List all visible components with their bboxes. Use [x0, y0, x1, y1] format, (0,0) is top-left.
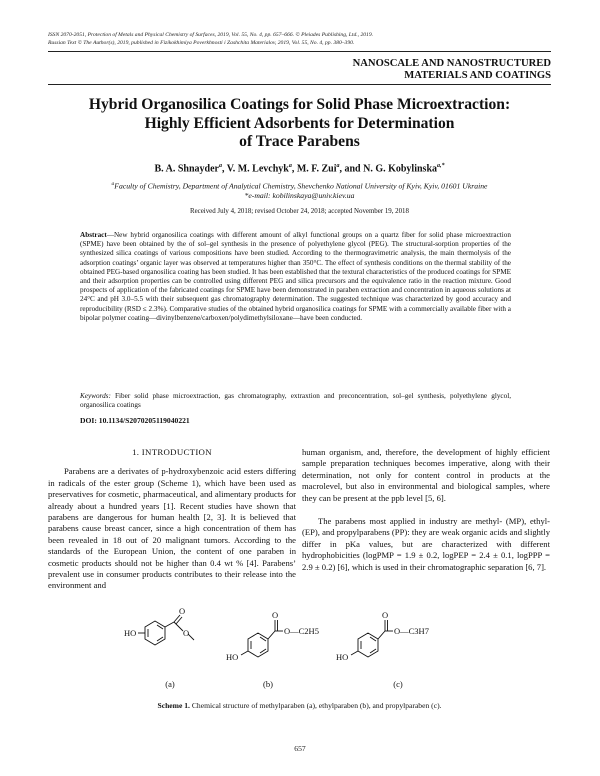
doi-value: 10.1134/S2070205119040221 [98, 416, 190, 425]
section-heading-line-1: NANOSCALE AND NANOSTRUCTURED [352, 58, 551, 69]
ester-label-b: O—C2H5 [284, 626, 319, 636]
keywords-text: Fiber solid phase microextraction, gas chromatography, extraxtion and preconcentration, sol–gel synthesis, polyethylene glycol, organosilica coatings [80, 392, 512, 410]
right-column [302, 447, 550, 573]
structure-ethylparaben [241, 620, 283, 657]
journal-header-line-1: ISSN 2070-2051, Protection of Metals and Physical Chemistry of Surfaces, 2019, Vol. 55, No. 4, pp. 657–666. © Pleiades Publishing, Ltd., 2019. [48, 32, 374, 38]
affiliation-text: Faculty of Chemistry, Department of Analytical Chemistry, Shevchenko National University of Kyiv, Kyiv, 01601 Ukraine [114, 181, 488, 191]
affiliation [48, 180, 551, 201]
title-line-1: Hybrid Organosilica Coatings for Solid Phase Microextraction: [88, 96, 511, 113]
section-heading [48, 58, 551, 81]
corresponding-email: *e-mail: kobilinskaya@univ.kiev.ua [244, 191, 355, 201]
left-column [48, 447, 296, 592]
title-line-3: of Trace Parabens [239, 133, 360, 150]
keywords-label: Keywords: [80, 392, 111, 400]
doi-label: DOI: [80, 416, 97, 425]
author-separator: , [291, 163, 297, 175]
section-rule [48, 84, 551, 85]
author-separator: , and [339, 163, 364, 175]
author: B. A. Shnayder [154, 163, 219, 175]
structure-propylparaben [351, 620, 393, 657]
doi [80, 416, 190, 425]
author-affiliation-mark: a [218, 163, 222, 169]
ester-label-c: O—C3H7 [394, 626, 429, 636]
carbonyl-o-label-a: O [179, 607, 186, 616]
section-heading-line-2: MATERIALS AND COATINGS [404, 69, 551, 81]
carbonyl-o-label-c: O [382, 610, 389, 620]
intro-paragraph-2: The parabens most applied in industry are methyl- (MP), ethyl- (EP), and propylparabens (PP): they are weak organic acids and slightly differ in pKa values, but are characterized with different hydrophobicities (logPMP = 1.9 ± 0.2, logPEP = 2.4 ± 0.1, logPPP = 2.9 ± 0.2) [6], which is used in their chromatographic separation [6, 7]. [302, 516, 550, 572]
hydroxyl-label-a: HO [124, 628, 137, 638]
abstract-text: —New hybrid organosilica coatings with different amount of alkyl functional groups on a quartz fiber for solid phase microextraction (SPME) have been obtained by the of sol–gel synthesis in the presence of polyethylene glycol (PEG). The structural-sorption properties of the synthesized silica coatings of various compositions have been studied. According to the thermogravimetric analysis, the main thermolysis of the adsorption coatings’ organic layer was observed at temperatures higher than 350°C. The effect of synthesis conditions on the thermal stability of the obtained PEG-based organosilica coating has been studied. It has been established that the textural characteristics of the produced coatings for SPME and their adsorption properties can be controlled using different PEG and silica precursors and the equivalence ratio in the reaction mixture. Good prospects of application of the fabricated coatings for SPME have been demonstrated in paraben extraction and concentration in aqueous solutions at 24°C and pH 3.0–5.5 with their subsequent gas chromatography determination. The suggested technique was characterized by good accuracy and reproducibility (RSD ≤ 2.3%). Comparative studies of the obtained hybrid organosilica coatings for SPME with a commercially available fiber with a bipolar polymer coating—divinylbenzene/carboxen/polydimethylsiloxane—have been conducted. [80, 231, 511, 322]
page-number: 657 [294, 744, 306, 753]
scheme-caption [48, 701, 551, 710]
scheme-label-c: (c) [393, 679, 403, 689]
scheme-caption-text: Chemical structure of methylparaben (a), ethylparaben (b), and propylparaben (c). [191, 701, 442, 710]
author-affiliation-mark: a [288, 163, 292, 169]
scheme-caption-label: Scheme 1. [157, 701, 190, 710]
author-affiliation-mark: a [336, 163, 340, 169]
scheme-label-a: (a) [165, 679, 175, 689]
scheme-1-structures [110, 607, 490, 692]
author: M. F. Zui [296, 163, 337, 175]
author: V. M. Levchyk [226, 163, 289, 175]
scheme-label-b: (b) [263, 679, 273, 689]
hydroxyl-label-b: HO [226, 652, 239, 662]
intro-paragraph-1: Parabens are a derivates of p-hydroxybenzoic acid esters differing in radicals of the ester group (Scheme 1), which have been used as preservatives for cosmetic, pharmaceutical, and alimentary products for already about a hundred years [1]. Recent studies have shown that parabens are dangerous for human health [2, 3]. It is believed that parabens cause breast cancer, since a high concentration of them has been revealed in 18 out of 20 malignant tumors. According to the standards of the European Union, the content of one paraben in cosmetic products should not be higher than 0.4 wt % [4]. Parabens’ prevalent use in consumer products contributes to their release into the environment and [48, 466, 296, 591]
author-list [48, 163, 551, 174]
ester-o-label-a: O [183, 628, 190, 638]
abstract [80, 231, 511, 323]
carbonyl-o-label-b: O [272, 610, 279, 620]
title-line-2: Highly Efficient Adsorbents for Determination [144, 114, 455, 132]
hydroxyl-label-c: HO [336, 652, 349, 662]
keywords [80, 392, 511, 410]
author-affiliation-mark: a,* [437, 163, 445, 169]
affiliation-mark: a [111, 181, 115, 187]
header-rule [48, 51, 551, 52]
paper-title [48, 96, 551, 152]
author: N. G. Kobylinska [363, 163, 438, 175]
journal-header-line-2: Russian Text © The Author(s), 2019, published in Fizikokhimiya Poverkhnosti i Zashchita Materialov, 2019, Vol. 55, No. 4, pp. 380–390. [48, 40, 355, 46]
intro-paragraph-1-continued: human organism, and, therefore, the development of highly efficient sample preparation techniques becomes imperative, along with their determination, not only for content control in products at the macrolevel, but also in environmental and biological samples, where they can be present at the ppb level [5, 6]. [302, 447, 550, 503]
received-dates: Received July 4, 2018; revised October 24, 2018; accepted November 19, 2018 [190, 208, 409, 215]
abstract-label: Abstract [80, 231, 107, 239]
intro-heading: 1. INTRODUCTION [132, 447, 212, 457]
author-separator: , [221, 163, 227, 175]
